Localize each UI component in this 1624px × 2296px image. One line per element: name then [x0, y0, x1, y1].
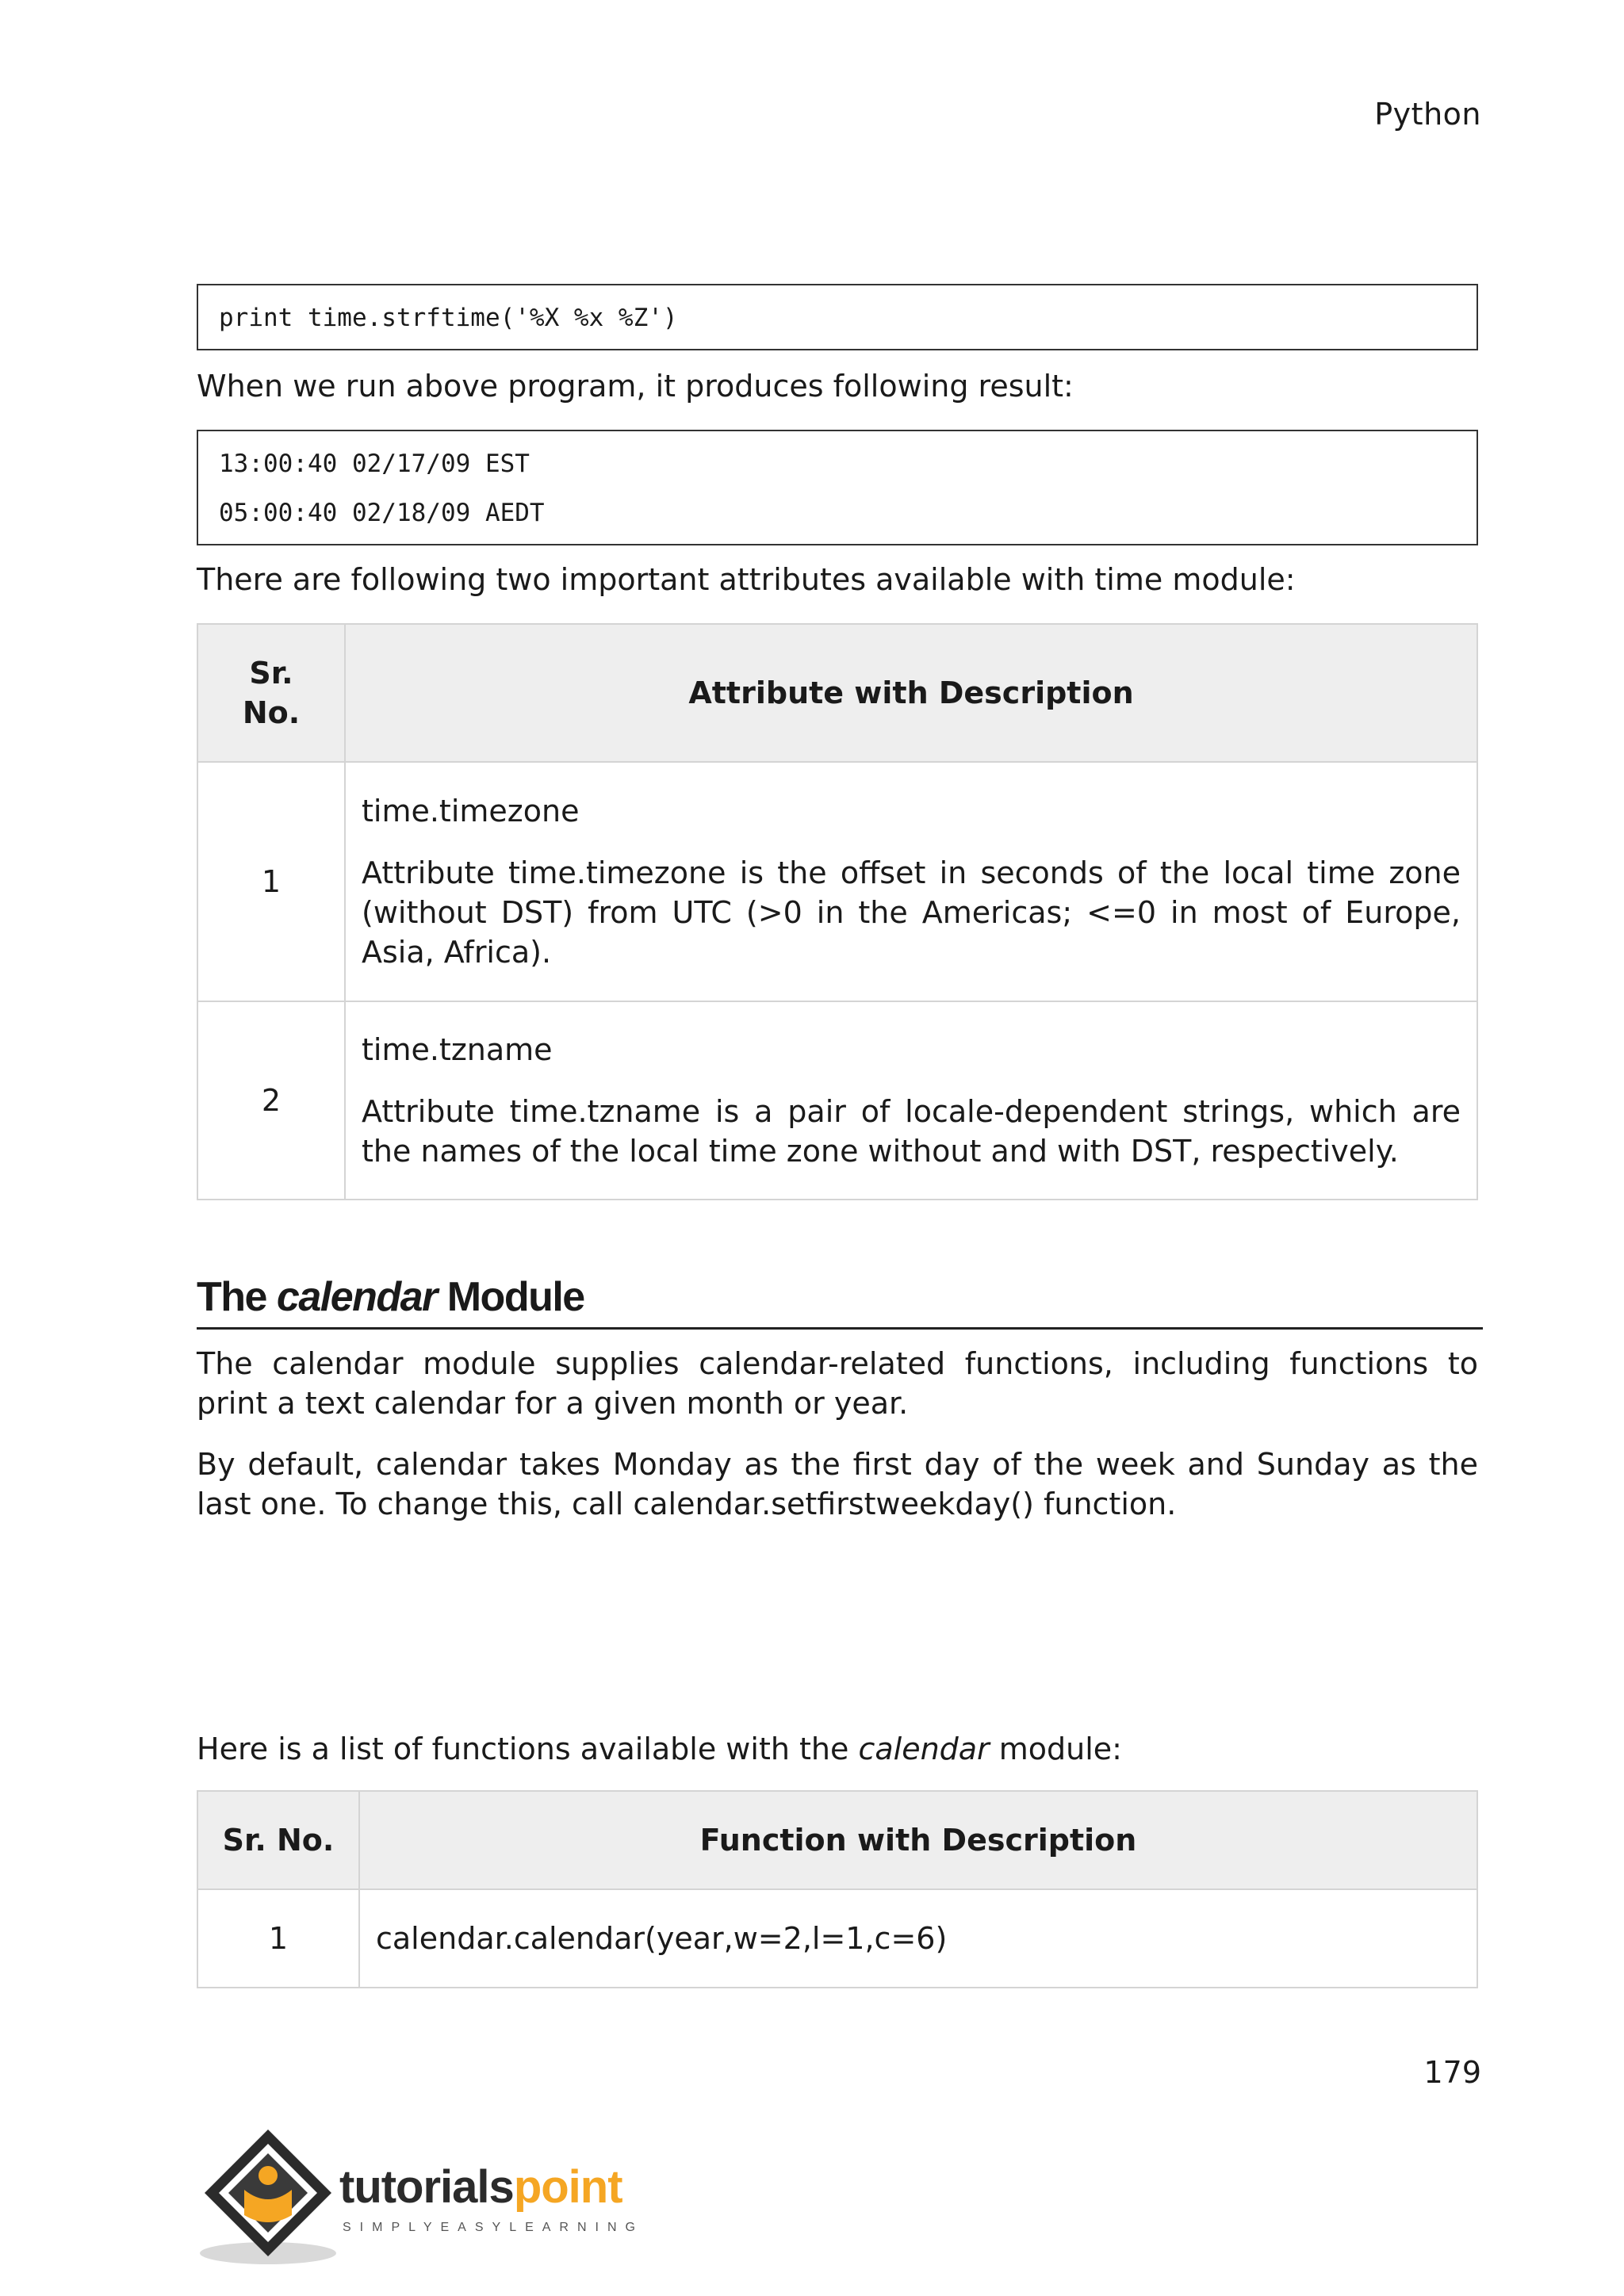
attributes-table [197, 623, 1478, 1200]
paragraph-run-result: When we run above program, it produces following result: [197, 369, 1074, 404]
row-description-cell [345, 762, 1477, 1001]
code-line: 13:00:40 02/17/09 EST [219, 450, 530, 478]
table-header-row [197, 624, 1477, 762]
header-function-description: Function with Description [359, 1791, 1477, 1889]
tutorialspoint-logo [195, 2114, 687, 2272]
attribute-description: Attribute time.tzname is a pair of locale-dependent strings, which are the names of the local time zone without and with DST, respectively. [362, 1094, 1461, 1169]
heading-suffix: Module [436, 1274, 584, 1320]
row-description-cell [345, 1001, 1477, 1200]
page-number: 179 [1423, 2055, 1481, 2090]
paragraph-calendar-intro: The calendar module supplies calendar-related functions, including functions to print a text calendar for a given month or year. [197, 1346, 1478, 1421]
attribute-name: time.tzname [362, 1032, 553, 1067]
code-block-strftime [197, 284, 1478, 350]
paragraph-calendar-default: By default, calendar takes Monday as the first day of the week and Sunday as the last one. To change this, call calendar.setfirstweekday() function. [197, 1447, 1478, 1521]
svg-text:tutorialspoint: tutorialspoint [339, 2161, 622, 2213]
header-sr-no: Sr. No. [197, 1791, 359, 1889]
section-heading-calendar-module [197, 1269, 1483, 1330]
table-header-row [197, 1791, 1477, 1889]
svg-text:SIMPLYEASYLEARNING: SIMPLYEASYLEARNING [343, 2221, 644, 2234]
code-line: print time.strftime('%X %x %Z') [219, 304, 678, 332]
row-number: 1 [197, 762, 345, 1001]
running-header-title: Python [1374, 97, 1481, 132]
paragraph-functions-intro [197, 1729, 1478, 1769]
code-line: 05:00:40 02/18/09 AEDT [219, 499, 545, 527]
heading-prefix: The [197, 1274, 277, 1320]
table-row [197, 1001, 1477, 1200]
header-sr-no-label: Sr. No. [242, 656, 301, 730]
heading-emphasis: calendar [276, 1274, 437, 1320]
functions-intro-prefix: Here is a list of functions available with the [197, 1732, 859, 1766]
logo-graphic [195, 2114, 687, 2272]
attribute-name: time.timezone [362, 794, 580, 828]
attribute-description: Attribute time.timezone is the offset in seconds of the local time zone (without DST) from UTC (>0 in the Americas; <=0 in most of Europe, Asia, Africa). [362, 855, 1461, 970]
table-row [197, 1889, 1477, 1988]
function-name: calendar.calendar(year,w=2,l=1,c=6) [359, 1889, 1477, 1988]
row-number: 2 [197, 1001, 345, 1200]
functions-table [197, 1790, 1478, 1988]
table-row [197, 762, 1477, 1001]
paragraph-attributes-intro: There are following two important attributes available with time module: [197, 562, 1296, 597]
header-sr-no [197, 624, 345, 762]
functions-intro-emphasis: calendar [858, 1732, 990, 1766]
functions-intro-suffix: module: [989, 1732, 1122, 1766]
header-attribute-description: Attribute with Description [345, 624, 1477, 762]
code-block-output [197, 430, 1478, 545]
row-number: 1 [197, 1889, 359, 1988]
